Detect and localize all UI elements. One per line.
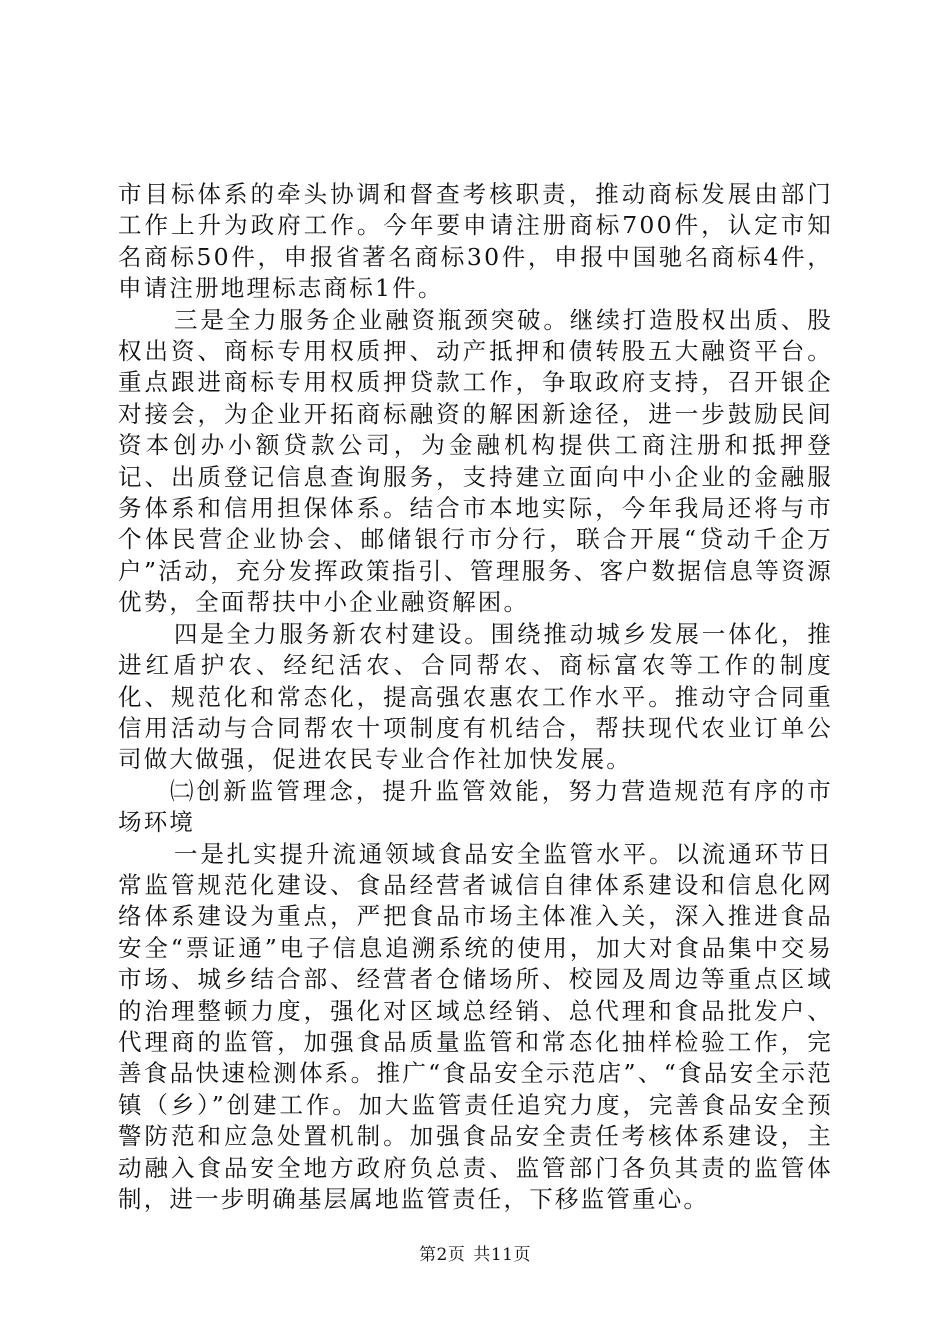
page-number: 第2页 [419, 1245, 466, 1265]
document-body [118, 179, 833, 1215]
page-total: 共11页 [473, 1245, 531, 1265]
paragraph-continuation: 市目标体系的牵头协调和督查考核职责，推动商标发展由部门工作上升为政府工作。今年要申请注册商标700件，认定市知名商标50件，申报省著名商标30件，申报中国驰名商标4件，申请注册地理标志商标1件。 [118, 180, 833, 303]
paragraph-rural-construction: 四是全力服务新农村建设。围绕推动城乡发展一体化，推进红盾护农、经纪活农、合同帮农、商标富农等工作的制度化、规范化和常态化，提高强农惠农工作水平。推动守合同重信用活动与合同帮农十项制度有机结合，帮扶现代农业订单公司做大做强，促进农民专业合作社加快发展。 [118, 619, 833, 774]
section-heading-supervision: ㈡创新监管理念，提升监管效能，努力营造规范有序的市场环境 [118, 776, 833, 837]
paragraph-financing: 三是全力服务企业融资瓶颈突破。继续打造股权出质、股权出资、商标专用权质押、动产抵押和债转股五大融资平台。重点跟进商标专用权质押贷款工作，争取政府支持，召开银企对接会，为企业开拓商标融资的解困新途径，进一步鼓励民间资本创办小额贷款公司，为金融机构提供工商注册和抵押登记、出质登记信息查询服务，支持建立面向中小企业的金融服务体系和信用担保体系。结合市本地实际，今年我局还将与市个体民营企业协会、邮储银行市分行，联合开展“贷动千企万户”活动，充分发挥政策指引、管理服务、客户数据信息等资源优势，全面帮扶中小企业融资解困。 [118, 305, 833, 617]
paragraph-food-safety: 一是扎实提升流通领域食品安全监管水平。以流通环节日常监管规范化建设、食品经营者诚信自律体系建设和信息化网络体系建设为重点，严把食品市场主体准入关，深入推进食品安全“票证通”电子信息追溯系统的使用，加大对食品集中交易市场、城乡结合部、经营者仓储场所、校园及周边等重点区域的治理整顿力度，强化对区域总经销、总代理和食品批发户、代理商的监管，加强食品质量监管和常态化抽样检验工作，完善食品快速检测体系。推广“食品安全示范店”、“食品安全示范镇（乡）”创建工作。加大监管责任追究力度，完善食品安全预警防范和应急处置机制。加强食品安全责任考核体系建设，主动融入食品安全地方政府负总责、监管部门各负其责的监管体制，进一步明确基层属地监管责任，下移监管重心。 [118, 839, 833, 1213]
page-footer [0, 1245, 950, 1265]
